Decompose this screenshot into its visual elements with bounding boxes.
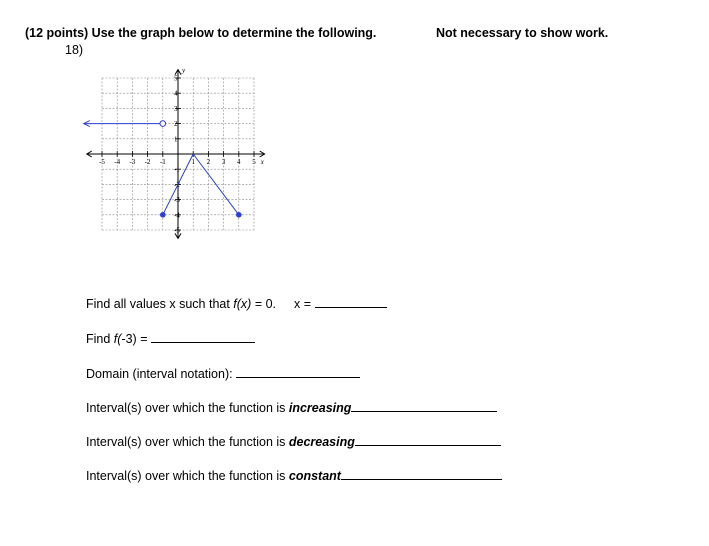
zeros-answer-blank[interactable]: [315, 296, 387, 308]
closed-endpoint: [160, 212, 166, 218]
open-endpoint: [160, 121, 166, 127]
x-tick-label: 2: [206, 158, 211, 166]
y-tick-label: 5: [174, 74, 178, 83]
y-axis-label: y: [182, 66, 186, 75]
x-tick-label: 3: [221, 158, 226, 166]
y-tick-label: 1: [174, 135, 178, 144]
y-tick-label: -4: [174, 211, 180, 220]
question-f-of-neg3: [86, 331, 255, 346]
y-tick-label: -1: [174, 165, 180, 174]
q4-prefix: Interval(s) over which the function is: [86, 401, 289, 415]
question-constant: [86, 468, 502, 483]
y-tick-label: -3: [174, 196, 180, 205]
constant-answer-blank[interactable]: [341, 468, 502, 480]
closed-endpoint: [236, 212, 242, 218]
domain-answer-blank[interactable]: [236, 366, 360, 378]
x-tick-label: 5: [252, 158, 256, 166]
question-domain: [86, 366, 360, 381]
q1-mid: = 0.: [251, 297, 277, 311]
y-tick-label: -5: [174, 226, 180, 235]
q6-prefix: Interval(s) over which the function is: [86, 469, 289, 483]
x-tick-label: 1: [191, 158, 195, 166]
y-tick-label: 3: [174, 104, 178, 113]
x-tick-label: 4: [237, 158, 241, 166]
work-note: Not necessary to show work.: [436, 26, 609, 40]
tick-labels: [99, 67, 265, 235]
q2-prefix: Find: [86, 332, 114, 346]
q1-prefix: Find all values x such that: [86, 297, 234, 311]
x-tick-label: -5: [99, 158, 105, 166]
y-tick-label: -2: [174, 180, 180, 189]
q5-prefix: Interval(s) over which the function is: [86, 435, 289, 449]
increasing-answer-blank[interactable]: [351, 400, 497, 412]
question-number: 18): [65, 43, 84, 57]
question-increasing: [86, 400, 497, 415]
x-tick-label: -1: [159, 158, 166, 166]
q5-keyword: decreasing: [288, 435, 355, 449]
y-tick-label: 2: [174, 120, 178, 129]
q1-answer-label: x =: [294, 297, 312, 311]
y-tick-label: 4: [174, 89, 178, 98]
q6-keyword: constant: [288, 469, 341, 483]
q4-keyword: increasing: [288, 401, 352, 415]
x-tick-label: -3: [129, 158, 136, 166]
q1-fx: f(x): [233, 297, 252, 311]
decreasing-answer-blank[interactable]: [355, 434, 501, 446]
f-neg3-answer-blank[interactable]: [151, 331, 255, 343]
q2-fx: f(: [113, 332, 122, 346]
x-axis-label: x: [260, 158, 264, 166]
function-graph: [80, 62, 280, 252]
problem-header: (12 points) Use the graph below to determine the following.: [25, 26, 377, 40]
q2-suffix: -3) =: [121, 332, 148, 346]
x-tick-label: -4: [114, 158, 121, 166]
question-decreasing: [86, 434, 501, 449]
x-tick-label: -2: [144, 158, 151, 166]
question-zeros: [86, 296, 387, 311]
q3-text: Domain (interval notation):: [86, 367, 233, 381]
